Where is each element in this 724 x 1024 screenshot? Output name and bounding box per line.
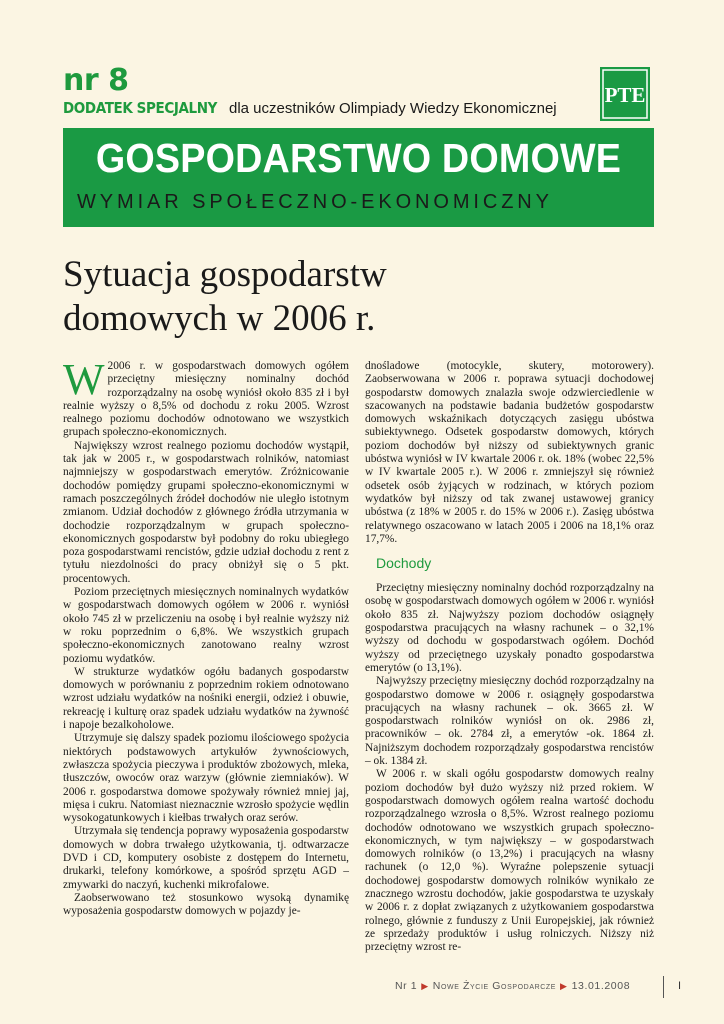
- article-title-line1: Sytuacja gospodarstw: [63, 254, 387, 295]
- triangle-icon: ▶: [421, 981, 429, 991]
- paragraph: Najwyższy przeciętny miesięczny dochód rozporządzalny na gospodarstwo domowe w 2006 r. osiągnęły gospodarstwa pracujących na własny rachunek – ok. 3665 zł. W gospodarstwach rolników wyniósł on ok. 2986 zł, pracowników – ok. 2784 zł, a emerytów -ok. 1864 zł. Najniższym dochodem rozporządzały gospodarstwa rencistów – ok. 1384 zł.: [365, 675, 654, 768]
- banner-title: GOSPODARSTWO DOMOWE: [95, 135, 622, 181]
- left-column: [63, 355, 349, 918]
- audience-label: dla uczestników Olimpiady Wiedzy Ekonomicznej: [229, 100, 557, 117]
- paragraph: Zaobserwowano też stosunkowo wysoką dynamikę wyposażenia gospodarstw domowych w pojazdy je-: [63, 891, 349, 918]
- paragraph: W 2006 r. w skali ogółu gospodarstw domowych realny poziom dochodów był dużo wyższy niż przed rokiem. W gospodarstwach domowych ogółem realna wartość dochodu rozporządzalnego wzrosła o 8,5%. Wzrost realnego poziomu dochodów odnotowano we wszystkich grupach społeczno-ekonomicznych, w tym największy – w gospodarstwach domowych rolników (o 13,2%) i pracujących na własny rachunek (o 12,0 %). Wyraźne polepszenie sytuacji dochodowej gospodarstw domowych rolników wynikało ze znacznego wzrostu dochodów, jakie gospodarstwa te uzyskały w 2006 r. z dopłat związanych z użytkowaniem gospodarstwa rolnego, głównie z funduszy z Unii Europejskiej, jak również ze sprzedaży produktów i usług rolniczych. Niższy niż przeciętny wzrost re-: [365, 768, 654, 954]
- paragraph: 2006 r. w gospodarstwach domowych ogółem przeciętny miesięczny nominalny dochód rozporządzalny na osobę wyniósł około 835 zł i był realnie wyższy o 8,5% od dochodu z roku 2005. Wzrost realnego poziomu dochodów odnotowano we wszystkich grupach społeczno-ekonomicznych.: [63, 360, 349, 439]
- footer-issue: Nr 1: [395, 980, 418, 992]
- article-title-line2: domowych w 2006 r.: [63, 298, 376, 339]
- footer-divider: [663, 976, 664, 998]
- banner-subtitle: WYMIAR SPOŁECZNO-EKONOMICZNY: [77, 191, 553, 213]
- paragraph: dnośladowe (motocykle, skutery, motorowery). Zaobserwowana w 2006 r. poprawa sytuacji dochodowej gospodarstw domowych znalazła swoje odzwierciedlenie w szacowanych na podstawie badania budżetów gospodarstw domowych wskaźnikach dotyczących zasięgu ubóstwa subiektywnego. Odsetek gospodarstw domowych, których poziom dochodów był niższy od subiektywnych granic ubóstwa wyniósł w IV kwartale 2006 r. ok. 18% (wobec 22,5% w IV kwartale 2005 r.). W 2006 r. zmniejszył się również odsetek osób żyjących w rodzinach, w których poziom wydatków był niższy od tak zwanej ustawowej granicy ubóstwa (z 18% w 2005 r. do 15% w 2006 r.). Zasięg ubóstwa relatywnego oszacowano w latach 2005 i 2006 na 18,1% oraz 17,7%.: [365, 360, 654, 545]
- triangle-icon: ▶: [560, 981, 568, 991]
- footer-date: 13.01.2008: [571, 980, 631, 992]
- page-number: I: [678, 980, 682, 992]
- drop-cap: W: [63, 355, 105, 404]
- logo-text: PTE: [604, 83, 646, 107]
- issue-number: nr 8: [63, 63, 129, 98]
- section-heading: Dochody: [376, 555, 432, 572]
- right-column: [365, 360, 654, 954]
- paragraph: Utrzymała się tendencja poprawy wyposażenia gospodarstw domowych w dobra trwałego użytkowania, tj. odtwarzacze DVD i CD, komputery osobiste z dostępem do Internetu, drukarki, telefony komórkowe, a spośród sprzętu AGD – zmywarki do naczyń, kuchenki mikrofalowe.: [63, 825, 349, 891]
- paragraph: Największy wzrost realnego poziomu dochodów wystąpił, tak jak w 2005 r., w gospodarstwach rolników, natomiast najmniejszy w gospodarstwach emerytów. Zróżnicowanie dochodów pomiędzy grupami społeczno-ekonomicznymi w ramach poszczególnych źródeł dochodów nie uległo istotnym zmianom. Udział dochodów z głównego źródła utrzymania w dochodzie rozporządzalnym w grupach społeczno-ekonomicznych gospodarstw był podobny do roku ubiegłego poza gospodarstwami rencistów, gdzie udział dochodu z rent z tytułu niezdolności do pracy obniżył się o 5 pkt. procentowych.: [63, 439, 349, 585]
- paragraph: Przeciętny miesięczny nominalny dochód rozporządzalny na osobę w gospodarstwach domowych ogółem w 2006 r. wyniósł około 835 zł. Najwyższy poziom dochodów osiągnęły gospodarstwa pracujących na własny rachunek – o 32,1% wyższy od dochodu w gospodarstwach ogółem. Dochód wyższy od przeciętnego uzyskały ponadto gospodarstwa emerytów (o 13,1%).: [365, 582, 654, 674]
- paragraph: Utrzymuje się dalszy spadek poziomu ilościowego spożycia niektórych podstawowych artykułów żywnościowych, zwłaszcza spożycia pieczywa i produktów zbożowych, mleka, tłuszczów, owoców oraz warzyw (głównie ziemniaków). W 2006 r. gospodarstwa domowe spożywały również mniej jaj, mięsa i cukru. Natomiast nieznacznie wzrosło spożycie wędlin wysokogatunkowych i kiełbas trwałych oraz serów.: [63, 732, 349, 825]
- footer: [395, 980, 630, 992]
- supplement-label: DODATEK SPECJALNY: [63, 100, 217, 118]
- pte-logo-icon: [599, 66, 651, 122]
- paragraph: Poziom przeciętnych miesięcznych nominalnych wydatków w gospodarstwach domowych ogółem w 2006 r. wyniósł około 745 zł w przeliczeniu na osobę i był realnie wyższy niż w roku poprzednim o 6,8%. We wszystkich grupach społeczno-ekonomicznych zanotowano realny wzrost poziomu wydatków.: [63, 586, 349, 665]
- paragraph: W strukturze wydatków ogółu badanych gospodarstw domowych w porównaniu z poprzednim rokiem odnotowano wzrost udziału wydatków na nośniki energii, odzież i obuwie, rekreację i kulturę oraz spadek udziału wydatków na żywność i napoje bezalkoholowe.: [63, 665, 349, 732]
- footer-publication: Nowe Życie Gospodarcze: [432, 980, 557, 992]
- article-title: [63, 253, 623, 341]
